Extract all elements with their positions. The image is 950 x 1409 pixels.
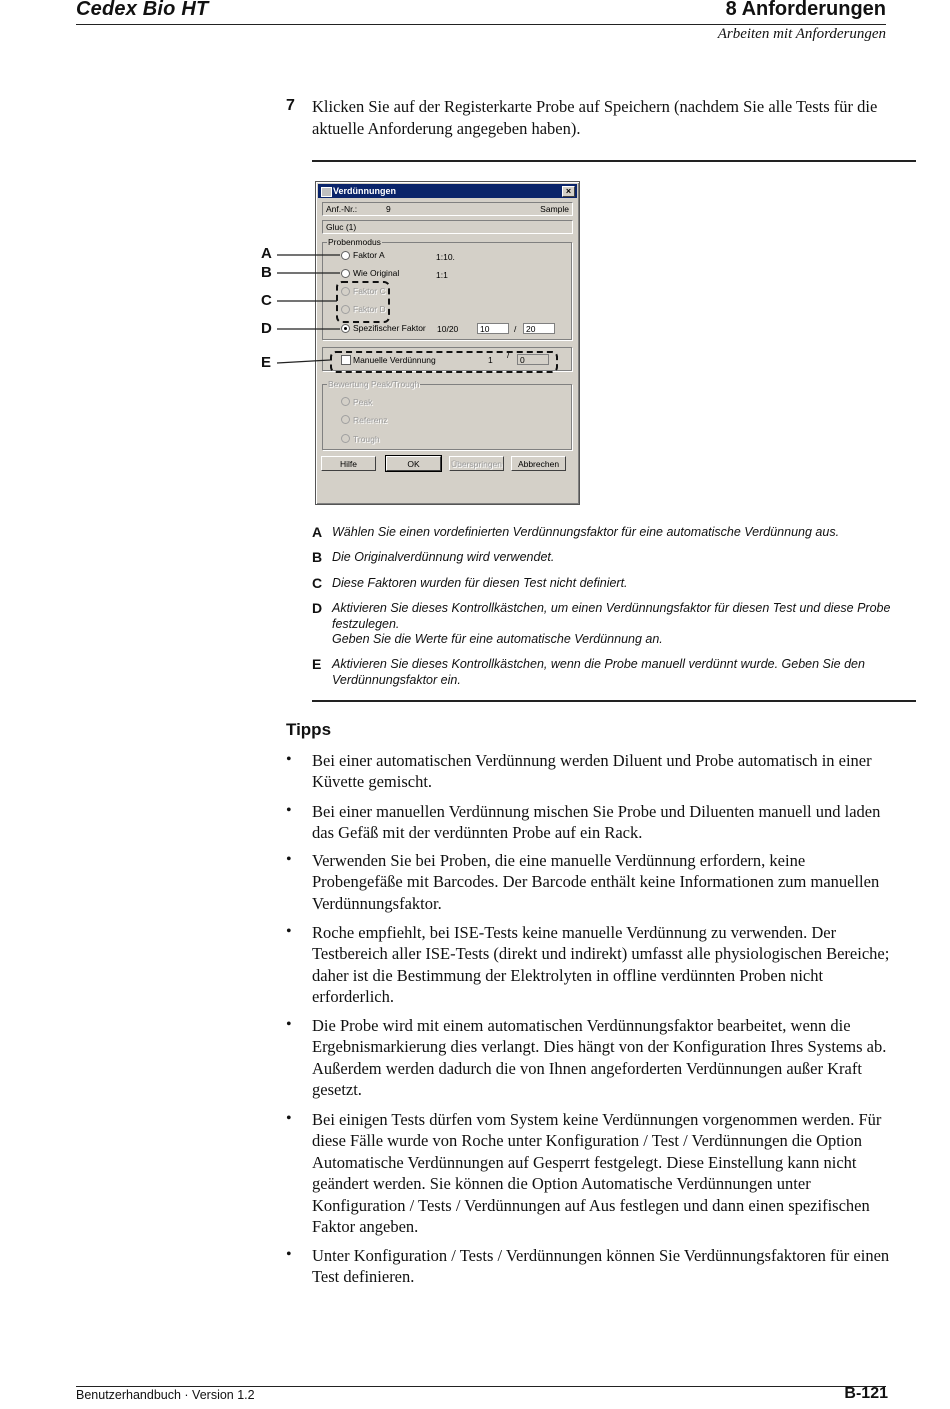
callout-line-e — [277, 360, 330, 363]
legend-letter-c: C — [312, 575, 323, 591]
legend-text-d: Aktivieren Sie dieses Kontrollkästchen, um einen Verdünnungsfaktor für diesen Test und diese Probe festzulegen. — [332, 601, 891, 631]
reference-label: Referenz — [353, 415, 388, 425]
original-label: Wie Original — [353, 268, 400, 278]
original-value: 1:1 — [436, 270, 448, 280]
callout-c: C — [261, 292, 272, 309]
tip-bullet: • — [286, 851, 292, 868]
manual-dilution-label: Manuelle Verdünnung — [353, 355, 436, 365]
manual-denominator-input[interactable]: 0 — [517, 354, 549, 365]
help-button[interactable]: Hilfe — [321, 456, 376, 471]
tips-heading: Tipps — [286, 720, 332, 739]
tip-item: Roche empfiehlt, bei ISE-Tests keine manuelle Verdünnung zu verwenden. Der Testbereich aller ISE-Tests (direkt und indirekt) umfasst alle physiologischen Bereiche; daher ist die Bestimmung der Elektrolyten in offline verdünnten Proben nicht erforderlich. — [312, 923, 890, 1007]
callout-e: E — [261, 354, 272, 371]
specific-factor-value: 10/20 — [437, 324, 459, 334]
tip-item: Unter Konfiguration / Tests / Verdünnungen können Sie Verdünnungsfaktoren für einen Test definieren. — [312, 1246, 890, 1287]
probenmodus-label: Probenmodus — [328, 237, 381, 247]
tip-item: Verwenden Sie bei Proben, die eine manuelle Verdünnung erfordern, keine Probengefäße mit Barcodes. Der Barcode enthält keine Informationen zum manuellen Verdünnungsfaktor. — [312, 851, 880, 913]
header-section: Arbeiten mit Anforderungen — [717, 26, 886, 42]
manual-numerator: 1 — [488, 355, 493, 365]
specific-denominator-input[interactable]: 20 — [523, 323, 555, 334]
footer-manual-version: Benutzerhandbuch · Version 1.2 — [76, 1388, 255, 1402]
tip-item: Bei einer automatischen Verdünnung werden Diluent und Probe automatisch in einer Küvette gemischt. — [312, 751, 872, 792]
legend-letter-b: B — [312, 549, 323, 565]
tip-bullet: • — [286, 1246, 292, 1263]
factor-c-label: Faktor C — [353, 286, 386, 296]
trough-label: Trough — [353, 434, 380, 444]
step-number: 7 — [286, 97, 295, 114]
factor-a-label: Faktor A — [353, 250, 385, 260]
tip-bullet: • — [286, 1016, 292, 1033]
legend-text-b: Die Originalverdünnung wird verwendet. — [332, 550, 555, 564]
header-product: Cedex Bio HT — [76, 0, 209, 20]
tip-bullet: • — [286, 1110, 292, 1127]
sample-label: Sample — [540, 204, 569, 214]
callout-b: B — [261, 264, 272, 281]
cancel-button[interactable]: Abbrechen — [511, 456, 566, 471]
request-number-label: Anf.-Nr.: — [326, 204, 358, 214]
close-icon[interactable]: × — [562, 186, 575, 197]
peak-trough-label: Bewertung Peak/Trough — [328, 379, 420, 389]
tip-item: Bei einer manuellen Verdünnung mischen Sie Probe und Diluenten manuell und laden das Gefäß mit der verdünnten Probe auf ein Rack. — [312, 802, 881, 843]
footer-rule — [76, 1386, 886, 1387]
tip-item: Die Probe wird mit einem automatischen Verdünnungsfaktor bearbeitet, wenn die Ergebnismarkierung dies verlangt. Dies hängt von der Konfiguration Ihres Systems ab. Außerdem werden dadurch die von Ihnen angeforderten Verdünnungen außer Kraft gesetzt. — [312, 1016, 887, 1100]
tip-item: Bei einigen Tests dürfen vom System keine Verdünnungen vorgenommen werden. Für diese Fälle wurde von Roche unter Konfiguration / Test / Verdünnungen die Option Automatische Verdünnungen auf Gesperrt festgelegt. Diese Einstellung kann nicht geändert werden. Sie können die Option Automatische Verdünnungen unter Konfiguration / Tests / Verdünnungen auf Aus festlegen und dann einen spezifischen Faktor angeben. — [312, 1110, 882, 1237]
dialog-title: Verdünnungen — [333, 186, 396, 196]
legend-text-c: Diese Faktoren wurden für diesen Test nicht definiert. — [332, 576, 628, 590]
specific-numerator-input[interactable]: 10 — [477, 323, 509, 334]
tip-bullet: • — [286, 802, 292, 819]
factor-a-value: 1:10. — [436, 252, 455, 262]
figure-bottom-rule — [312, 700, 916, 702]
specific-factor-label: Spezifischer Faktor — [353, 323, 426, 333]
callout-d: D — [261, 320, 272, 337]
peak-label: Peak — [353, 397, 373, 407]
request-number-value: 9 — [386, 204, 391, 214]
specific-separator: / — [514, 324, 517, 334]
legend-text-e: Aktivieren Sie dieses Kontrollkästchen, wenn die Probe manuell verdünnt wurde. Geben Sie den Verdünnungsfaktor ein. — [332, 657, 865, 687]
step-text: Klicken Sie auf der Registerkarte Probe auf Speichern (nachdem Sie alle Tests für die aktuelle Anforderung angegeben haben). — [312, 97, 878, 138]
legend-letter-d: D — [312, 600, 323, 616]
manual-separator: / — [507, 350, 510, 360]
ok-button[interactable]: OK — [386, 456, 441, 471]
legend-letter-e: E — [312, 656, 322, 672]
tip-bullet: • — [286, 923, 292, 940]
legend-text-d-2: Geben Sie die Werte für eine automatische Verdünnung an. — [332, 632, 663, 646]
trough-radio[interactable] — [341, 434, 350, 443]
tip-bullet: • — [286, 751, 292, 768]
header-chapter: 8 Anforderungen — [725, 0, 886, 20]
skip-button[interactable]: Überspringen — [449, 456, 504, 471]
callout-a: A — [261, 245, 272, 262]
callout-lines — [0, 0, 950, 420]
legend-letter-a: A — [312, 524, 323, 540]
test-name: Gluc (1) — [326, 222, 357, 232]
legend-text-a: Wählen Sie einen vordefinierten Verdünnungsfaktor für eine automatische Verdünnung aus. — [332, 525, 840, 539]
page-number: B-121 — [844, 1385, 888, 1402]
factor-d-label: Faktor D — [353, 304, 386, 314]
